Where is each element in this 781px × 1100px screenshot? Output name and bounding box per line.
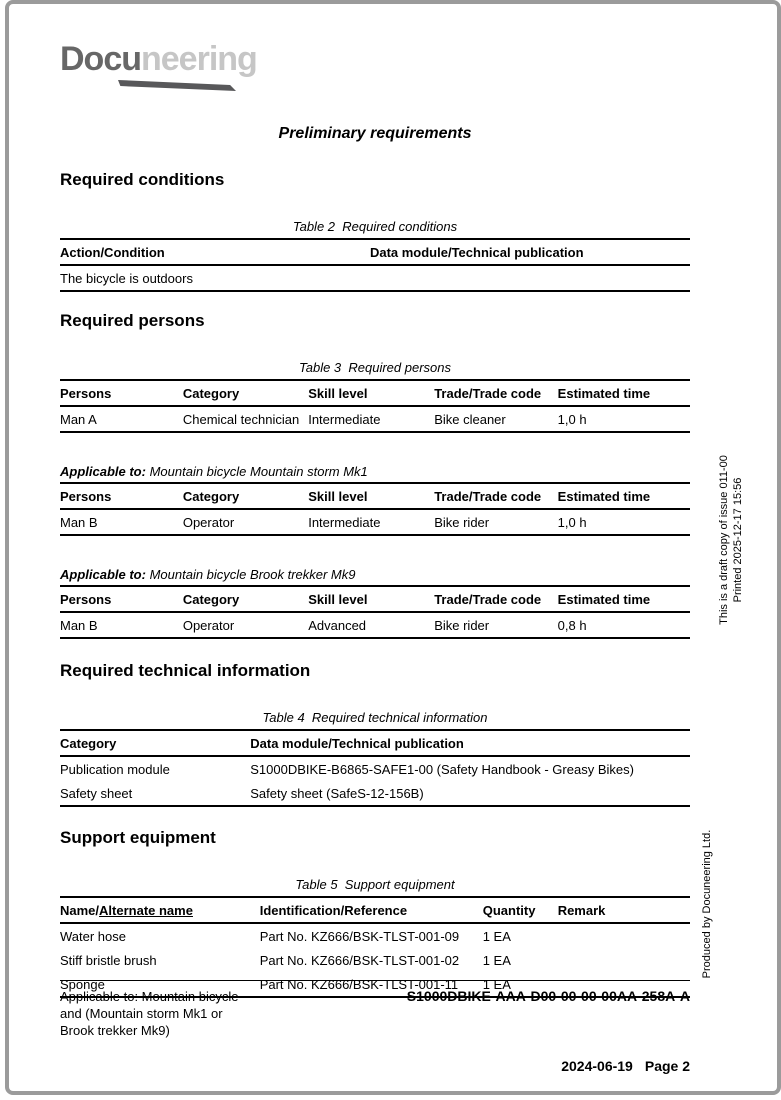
table-header-row — [60, 730, 690, 756]
table2-caption: Table 2 Required conditions — [292, 219, 458, 234]
name-label: Name/ — [60, 903, 100, 918]
table-required-persons-main — [60, 379, 690, 433]
cell-category: Operator — [182, 618, 235, 633]
page-title: Preliminary requirements — [278, 125, 472, 142]
column-header-trade-code: Trade/Trade code — [434, 586, 557, 612]
cell-name: Sponge — [60, 977, 105, 992]
cell-category: Publication module — [60, 762, 170, 777]
cell-identification: Part No. KZ666/BSK-TLST-001-09 — [259, 929, 460, 944]
cell-name: Stiff bristle brush — [60, 953, 157, 968]
column-header-estimated-time: Estimated time — [558, 586, 690, 612]
cell-action-condition: The bicycle is outdoors — [60, 271, 193, 286]
logo-text-light: neering — [141, 40, 257, 78]
table-header-row — [60, 483, 690, 509]
produced-by-note: Produced by Docuneering Ltd. — [701, 829, 713, 979]
table5-caption: Table 5 Support equipment — [295, 877, 455, 892]
cell-quantity: 1 EA — [482, 929, 511, 944]
footer-applicability — [60, 988, 239, 1039]
page-footer — [60, 980, 690, 1074]
alternate-name-label: Alternate name — [99, 903, 193, 918]
cell-trade-code: Bike rider — [434, 515, 490, 530]
table-row — [60, 406, 690, 432]
cell-name: Water hose — [60, 929, 126, 944]
page-content — [60, 42, 690, 998]
heading-required-persons: Required persons — [60, 311, 205, 330]
cell-identification: Part No. KZ666/BSK-TLST-001-02 — [259, 953, 460, 968]
column-header-persons: Persons — [60, 483, 183, 509]
column-header-trade-code: Trade/Trade code — [434, 380, 557, 406]
column-header-action-condition: Action/Condition — [60, 239, 370, 265]
column-header-estimated-time: Estimated time — [558, 380, 690, 406]
column-header-estimated-time: Estimated time — [558, 483, 690, 509]
column-header-persons: Persons — [60, 380, 183, 406]
table-required-conditions — [60, 238, 690, 292]
cell-skill-level: Intermediate — [308, 515, 381, 530]
column-header-category: Category — [183, 586, 308, 612]
column-header-category: Category — [60, 730, 250, 756]
column-header-persons: Persons — [60, 586, 183, 612]
table-required-persons-mk9 — [60, 585, 690, 639]
table-row — [60, 948, 690, 972]
column-header-data-module: Data module/Technical publication — [250, 730, 690, 756]
cell-quantity: 1 EA — [482, 977, 511, 992]
cell-data-module: Safety sheet (SafeS-12-156B) — [250, 786, 424, 801]
footer-applicability-line: and (Mountain storm Mk1 or — [60, 1006, 223, 1022]
column-header-data-module: Data module/Technical publication — [370, 239, 690, 265]
cell-remark — [558, 923, 690, 948]
cell-category: Chemical technician — [182, 412, 300, 427]
applicable-to-label: Applicable to: — [60, 464, 146, 479]
logo-swoosh-icon — [118, 78, 236, 91]
column-header-category: Category — [183, 380, 308, 406]
cell-data-module — [370, 265, 690, 291]
cell-remark — [558, 948, 690, 972]
table-row — [60, 265, 690, 291]
draft-copy-note — [717, 454, 745, 626]
draft-copy-line2: Printed 2025-12-17 15:56 — [732, 477, 745, 603]
table-header-row — [60, 239, 690, 265]
table-row — [60, 756, 690, 781]
table-required-persons-mk1 — [60, 482, 690, 536]
cell-skill-level: Advanced — [308, 618, 367, 633]
heading-required-technical-information: Required technical information — [60, 661, 311, 680]
cell-skill-level: Intermediate — [308, 412, 381, 427]
cell-estimated-time: 1,0 h — [557, 412, 587, 427]
footer-date-page — [60, 1058, 690, 1074]
cell-category: Safety sheet — [60, 786, 133, 801]
table-header-row — [60, 586, 690, 612]
applicable-to-mk1 — [60, 464, 690, 479]
cell-trade-code: Bike cleaner — [434, 412, 506, 427]
logo-text-dark: Docu — [60, 40, 141, 78]
cell-category: Operator — [182, 515, 235, 530]
heading-required-conditions: Required conditions — [60, 170, 225, 189]
cell-persons: Man A — [60, 412, 97, 427]
table-row — [60, 781, 690, 806]
column-header-identification-reference: Identification/Reference — [260, 897, 483, 923]
column-header-quantity: Quantity — [483, 897, 558, 923]
column-header-skill-level: Skill level — [308, 380, 434, 406]
table-header-row — [60, 380, 690, 406]
cell-trade-code: Bike rider — [434, 618, 490, 633]
cell-quantity: 1 EA — [482, 953, 511, 968]
heading-support-equipment: Support equipment — [60, 828, 216, 847]
column-header-skill-level: Skill level — [308, 586, 434, 612]
table-row — [60, 923, 690, 948]
cell-data-module: S1000DBIKE-B6865-SAFE1-00 (Safety Handbook - Greasy Bikes) — [250, 762, 634, 777]
column-header-remark: Remark — [558, 897, 690, 923]
table-row — [60, 509, 690, 535]
docuneering-logo — [60, 42, 690, 91]
footer-applicability-line: Brook trekker Mk9) — [60, 1023, 170, 1039]
cell-persons: Man B — [60, 515, 98, 530]
table-required-technical-information — [60, 729, 690, 807]
logo-wordmark — [60, 42, 690, 76]
applicable-to-text: Mountain bicycle Brook trekker Mk9 — [149, 567, 356, 582]
document-code: S1000DBIKE-AAA-D00-00-00-00AA-258A-A — [406, 988, 690, 1004]
cell-estimated-time: 0,8 h — [557, 618, 587, 633]
footer-date: 2024-06-19 — [561, 1058, 633, 1075]
cell-identification: Part No. KZ666/BSK-TLST-001-11 — [259, 977, 459, 992]
cell-persons: Man B — [60, 618, 98, 633]
footer-row — [60, 988, 690, 1039]
table4-caption: Table 4 Required technical information — [262, 710, 488, 725]
cell-estimated-time: 1,0 h — [557, 515, 587, 530]
column-header-name-alternate-name — [60, 897, 260, 923]
applicable-to-label: Applicable to: — [60, 567, 146, 582]
table3-caption: Table 3 Required persons — [298, 360, 451, 375]
draft-copy-line1: This is a draft copy of issue 011-00 — [718, 455, 730, 625]
applicable-to-mk9 — [60, 567, 690, 582]
footer-applicability-line: Applicable to: Mountain bicycle — [60, 989, 239, 1004]
table-row — [60, 612, 690, 638]
footer-page-number: Page 2 — [644, 1058, 690, 1075]
column-header-trade-code: Trade/Trade code — [434, 483, 557, 509]
applicable-to-text: Mountain bicycle Mountain storm Mk1 — [149, 464, 368, 479]
column-header-skill-level: Skill level — [308, 483, 434, 509]
table-header-row — [60, 897, 690, 923]
column-header-category: Category — [183, 483, 308, 509]
